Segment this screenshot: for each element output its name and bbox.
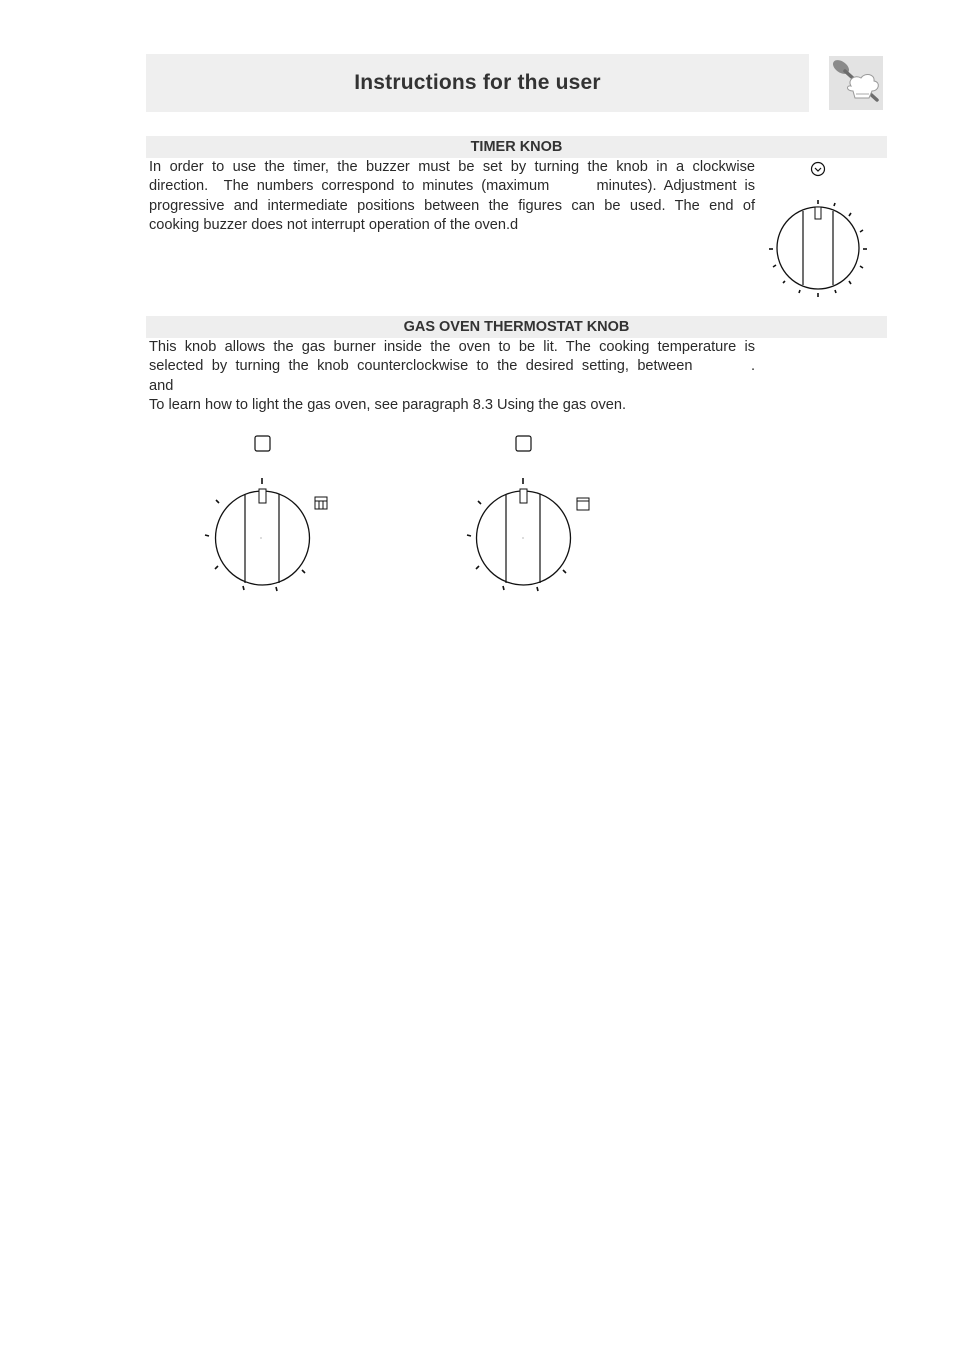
timer-line-2: direction. The numbers correspond to minutes (maximum minutes). Adjustment is (149, 178, 755, 195)
gas-oven-line-2: selected by turning the knob counterclockwise to the desired setting, between . (149, 358, 755, 375)
page-title: Instructions for the user (354, 71, 601, 94)
clock-icon (810, 161, 826, 177)
page-header (146, 54, 809, 112)
thermostat-knob-oven-icon (449, 432, 599, 602)
gas-oven-line-4: To learn how to light the gas oven, see paragraph 8.3 Using the gas oven. (149, 396, 627, 413)
timer-knob-icon (763, 193, 873, 303)
gas-oven-heading: GAS OVEN THERMOSTAT KNOB (146, 316, 887, 338)
spoon-chef-hat-icon (829, 56, 883, 110)
gas-oven-line-1: This knob allows the gas burner inside the oven to be lit. The cooking temperature is (149, 339, 755, 355)
timer-line-1: In order to use the timer, the buzzer must be set by turning the knob in a clockwise (149, 159, 755, 175)
timer-knob-heading: TIMER KNOB (146, 136, 887, 158)
timer-line-3: progressive and intermediate positions between the figures can be used. The end of (149, 197, 755, 214)
gas-oven-line-3: and (149, 377, 174, 394)
thermostat-knob-grill-icon (188, 432, 338, 602)
gas-oven-paragraph (149, 338, 755, 415)
timer-line-4: cooking buzzer does not interrupt operation of the oven.d (149, 216, 519, 233)
timer-paragraph (149, 158, 755, 235)
